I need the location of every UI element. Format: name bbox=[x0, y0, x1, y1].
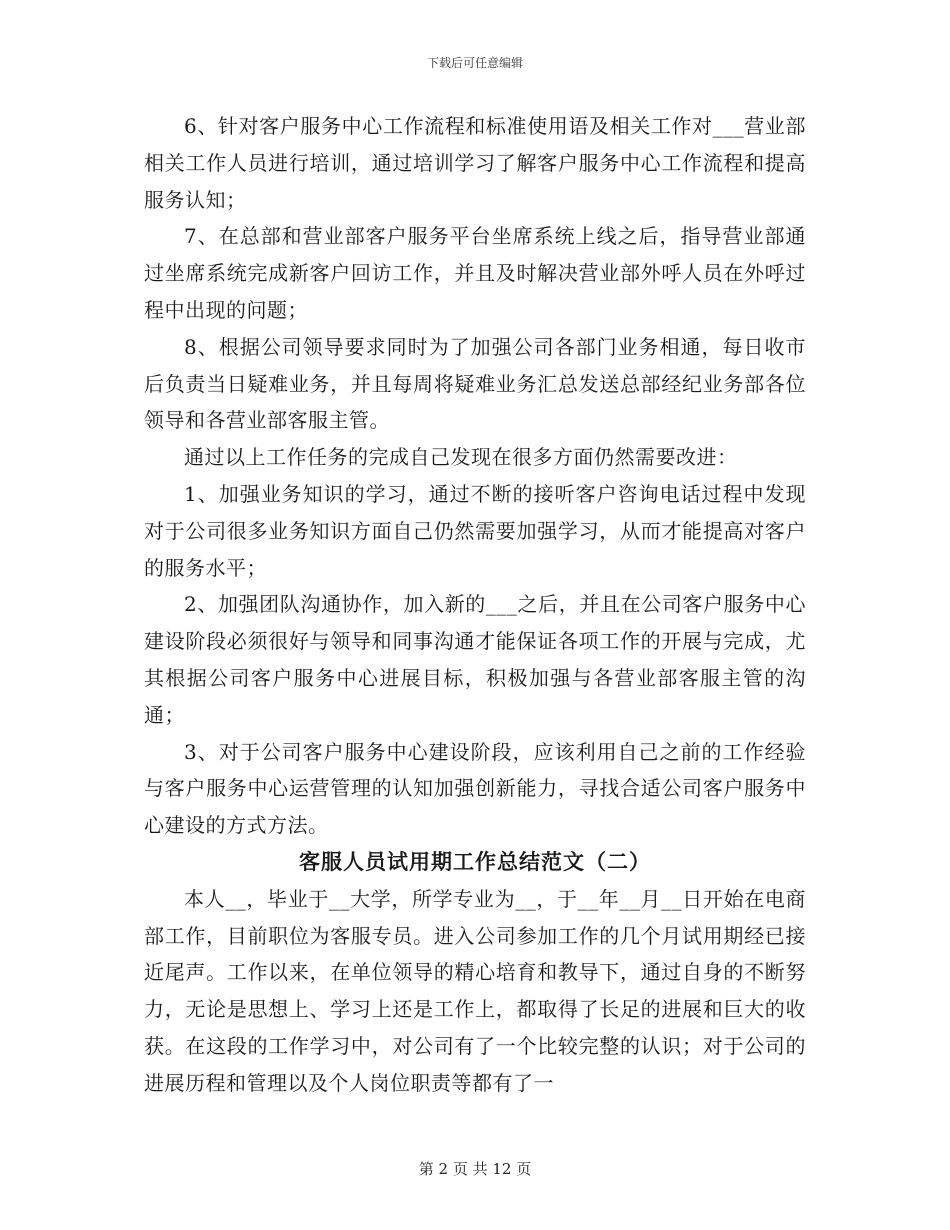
paragraph-improvement-1: 1、加强业务知识的学习，通过不断的接听客户咨询电话过程中发现对于公司很多业务知识方面自己仍然需要加强学习，从而才能提高对客户的服务水平； bbox=[144, 481, 806, 580]
paragraph-item-7: 7、在总部和营业部客户服务平台坐席系统上线之后，指导营业部通过坐席系统完成新客户回访工作，并且及时解决营业部外呼人员在外呼过程中出现的问题； bbox=[144, 224, 806, 322]
paragraph-item-8: 8、根据公司领导要求同时为了加强公司各部门业务相通，每日收市后负责当日疑难业务，并且每周将疑难业务汇总发送总部经纪业务部各位领导和各营业部客服主管。 bbox=[144, 334, 806, 433]
document-body bbox=[144, 108, 806, 1102]
paragraph-improvement-intro: 通过以上工作任务的完成自己发现在很多方面仍然需要改进： bbox=[184, 445, 738, 470]
paragraph-improvement-2: 2、加强团队沟通协作，加入新的___之后，并且在公司客户服务中心建设阶段必须很好与领导和同事沟通才能保证各项工作的开展与完成，尤其根据公司客户服务中心进展目标，积极加强与各营业部客服主管的沟通； bbox=[144, 592, 806, 727]
page-header-note: 下载后可任意编辑 bbox=[426, 56, 523, 70]
paragraph-intro-self: 本人__，毕业于__大学，所学专业为__，于__年__月__日开始在电商部工作，目前职位为客服专员。进入公司参加工作的几个月试用期经已接近尾声。工作以来，在单位领导的精心培育和教导下，通过自身的不断努力，无论是思想上、学习上还是工作上，都取得了长足的进展和巨大的收获。在这段的工作学习中，对公司有了一个比较完整的认识；对于公司的进展历程和管理以及个人岗位职责等都有了一 bbox=[144, 886, 806, 1095]
paragraph-improvement-3: 3、对于公司客户服务中心建设阶段，应该利用自己之前的工作经验与客户服务中心运营管理的认知加强创新能力，寻找合适公司客户服务中心建设的方式方法。 bbox=[144, 739, 806, 838]
section-title: 客服人员试用期工作总结范文（二） bbox=[299, 848, 651, 874]
paragraph-item-6: 6、针对客户服务中心工作流程和标准使用语及相关工作对___营业部相关工作人员进行培训，通过培训学习了解客户服务中心工作流程和提高服务认知； bbox=[144, 114, 806, 212]
page-number: 第 2 页 共 12 页 bbox=[418, 1160, 532, 1178]
